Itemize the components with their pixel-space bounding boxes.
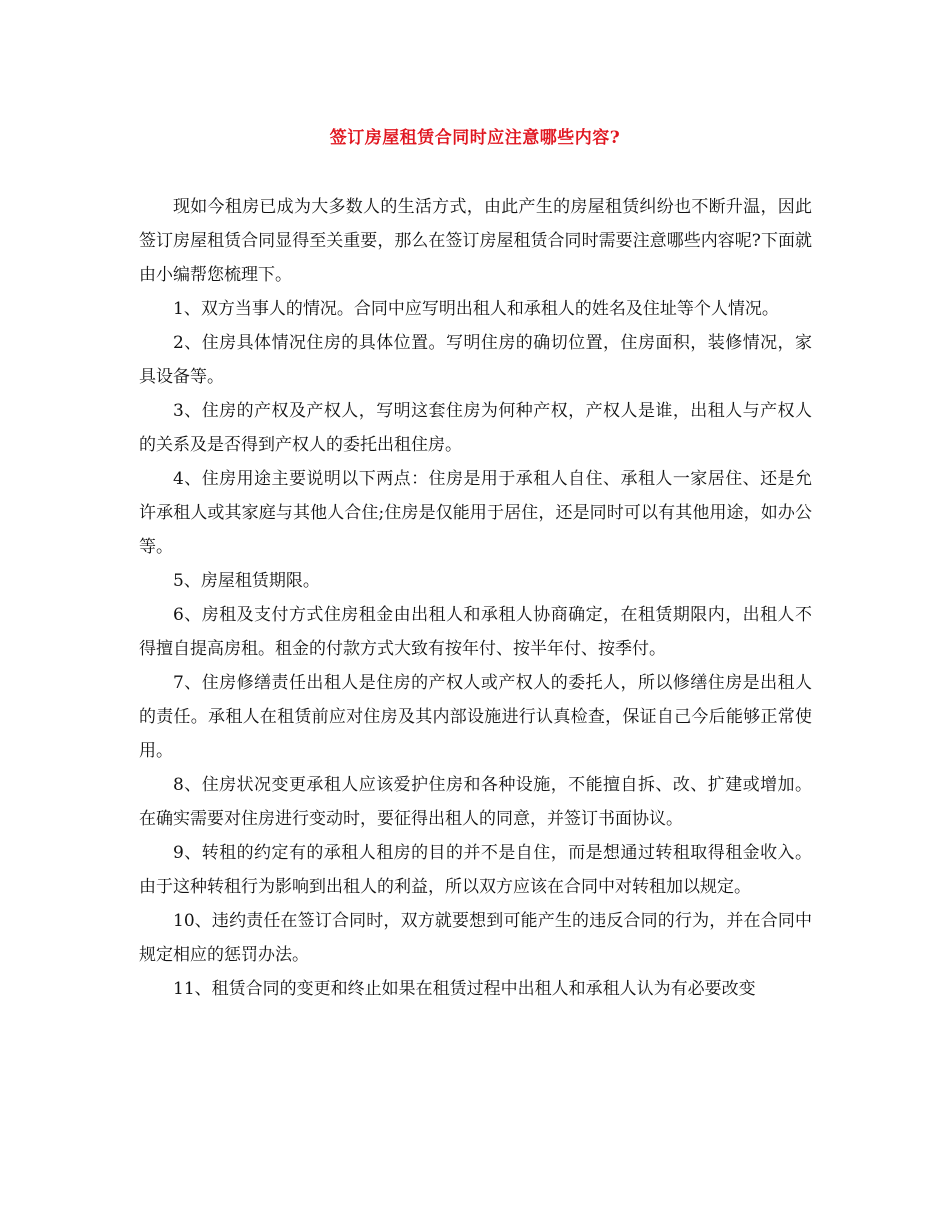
paragraph-item-4: 4、住房用途主要说明以下两点：住房是用于承租人自住、承租人一家居住、还是允许承租人或其家庭与其他人合住;住房是仅能用于居住，还是同时可以有其他用途，如办公等。 [139,469,812,557]
paragraph-item-2: 2、住房具体情况住房的具体位置。写明住房的确切位置，住房面积，装修情况，家具设备等。 [139,333,812,387]
paragraph-item-11: 11、租赁合同的变更和终止如果在租赁过程中出租人和承租人认为有必要改变 [173,979,756,999]
document-title: 签订房屋租赁合同时应注意哪些内容? [329,128,621,148]
document-body [139,190,812,1006]
paragraph-item-9: 9、转租的约定有的承租人租房的目的并不是自住，而是想通过转租取得租金收入。由于这种转租行为影响到出租人的利益，所以双方应该在合同中对转租加以规定。 [139,843,812,897]
paragraph-item-7: 7、住房修缮责任出租人是住房的产权人或产权人的委托人，所以修缮住房是出租人的责任。承租人在租赁前应对住房及其内部设施进行认真检查，保证自己今后能够正常使用。 [139,673,812,761]
paragraph-item-1: 1、双方当事人的情况。合同中应写明出租人和承租人的姓名及住址等个人情况。 [173,299,779,319]
paragraph-item-8: 8、住房状况变更承租人应该爱护住房和各种设施，不能擅自拆、改、扩建或增加。在确实需要对住房进行变动时，要征得出租人的同意，并签订书面协议。 [139,775,812,829]
paragraph-item-6: 6、房租及支付方式住房租金由出租人和承租人协商确定，在租赁期限内，出租人不得擅自提高房租。租金的付款方式大致有按年付、按半年付、按季付。 [139,605,812,659]
intro-paragraph: 现如今租房已成为大多数人的生活方式，由此产生的房屋租赁纠纷也不断升温，因此签订房屋租赁合同显得至关重要，那么在签订房屋租赁合同时需要注意哪些内容呢?下面就由小编帮您梳理下。 [139,197,812,285]
paragraph-item-3: 3、住房的产权及产权人，写明这套住房为何种产权，产权人是谁，出租人与产权人的关系及是否得到产权人的委托出租住房。 [139,401,812,455]
paragraph-item-10: 10、违约责任在签订合同时，双方就要想到可能产生的违反合同的行为，并在合同中规定相应的惩罚办法。 [139,911,812,965]
paragraph-item-5: 5、房屋租赁期限。 [173,571,320,591]
